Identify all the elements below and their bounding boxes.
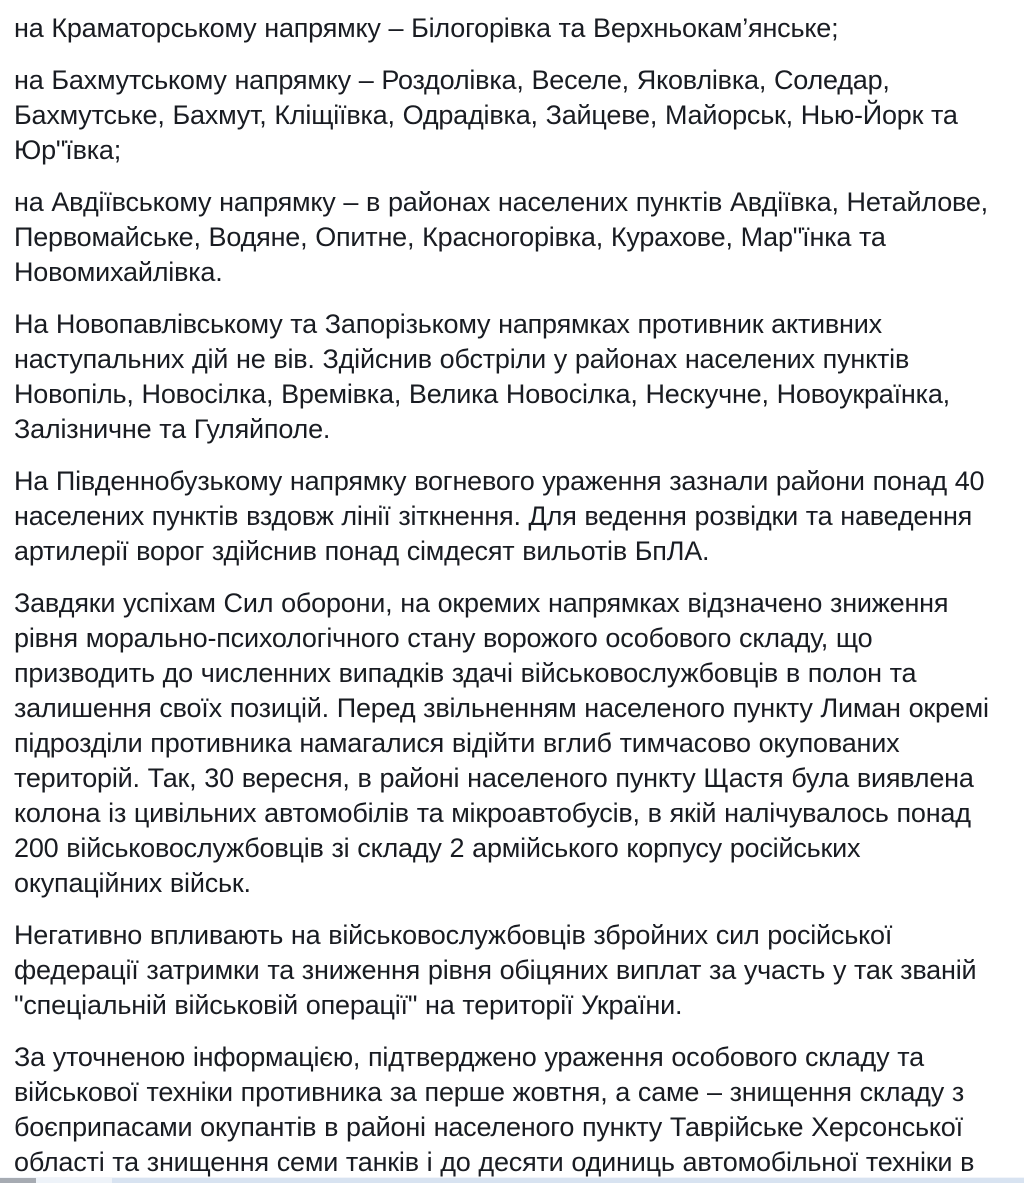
horizontal-scrollbar-thumb[interactable] xyxy=(0,1178,36,1183)
report-paragraph-kramatorsk: на Краматорському напрямку – Білогорівка та Верхньокам’янське; xyxy=(14,13,839,43)
horizontal-scrollbar-track[interactable] xyxy=(112,1178,1024,1183)
report-paragraph-avdiivka: на Авдіївському напрямку – в районах населених пунктів Авдіївка, Нетайлове, Первомайське, Водяне, Опитне, Красногорівка, Курахове, Мар"їнка та Новомихайлівка. xyxy=(14,187,988,287)
report-paragraph-payments: Негативно впливають на військовослужбовців збройних сил російської федерації затримки та зниження рівня обіцяних виплат за участь у так званій "спеціальній військовій операції" на території України. xyxy=(14,920,977,1020)
report-paragraph-pivdennyi-buh: На Південнобузькому напрямку вогневого ураження зазнали райони понад 40 населених пунктів вздовж лінії зіткнення. Для ведення розвідки та наведення артилерії ворог здійснив понад сімдесят вильотів БпЛА. xyxy=(14,466,985,566)
report-paragraph-novopavlivsk-zaporizhzhia: На Новопавлівському та Запорізькому напрямках противник активних наступальних дій не вів. Здійснив обстріли у районах населених пунктів Новопіль, Новосілка, Времівка, Велика Новосілка, Нескучне, Новоукраїнка, Залізничне та Гуляйполе. xyxy=(14,309,950,444)
report-paragraph-defense-success: Завдяки успіхам Сил оборони, на окремих напрямках відзначено зниження рівня морально-психологічного стану ворожого особового складу, що призводить до численних випадків здачі військовослужбовців в полон та залишення своїх позицій. Перед звільненням населеного пункту Лиман окремі підрозділи противника намагалися відійти вглиб тимчасово окупованих територій. Так, 30 вересня, в районі населеного пункту Щастя була виявлена колона із цивільних автомобілів та мікроавтобусів, в якій налічувалось понад 200 військовослужбовців зі складу 2 армійського корпусу російських окупаційних військ. xyxy=(14,588,989,898)
report-paragraph-bakhmut: на Бахмутському напрямку – Роздолівка, Веселе, Яковлівка, Соледар, Бахмутське, Бахмут, Кліщіївка, Одрадівка, Зайцеве, Майорськ, Нью-Йорк та Юр"ївка; xyxy=(14,65,958,165)
report-paragraph-confirmed-losses: За уточненою інформацією, підтверджено ураження особового складу та військової техніки противника за перше жовтня, а саме – знищення складу з боєприпасами окупантів в районі населеного пункту Таврійське Херсонської області та знищення семи танків і до десяти одиниць автомобільної техніки в xyxy=(14,1042,975,1177)
horizontal-scrollbar[interactable] xyxy=(0,1177,1024,1183)
